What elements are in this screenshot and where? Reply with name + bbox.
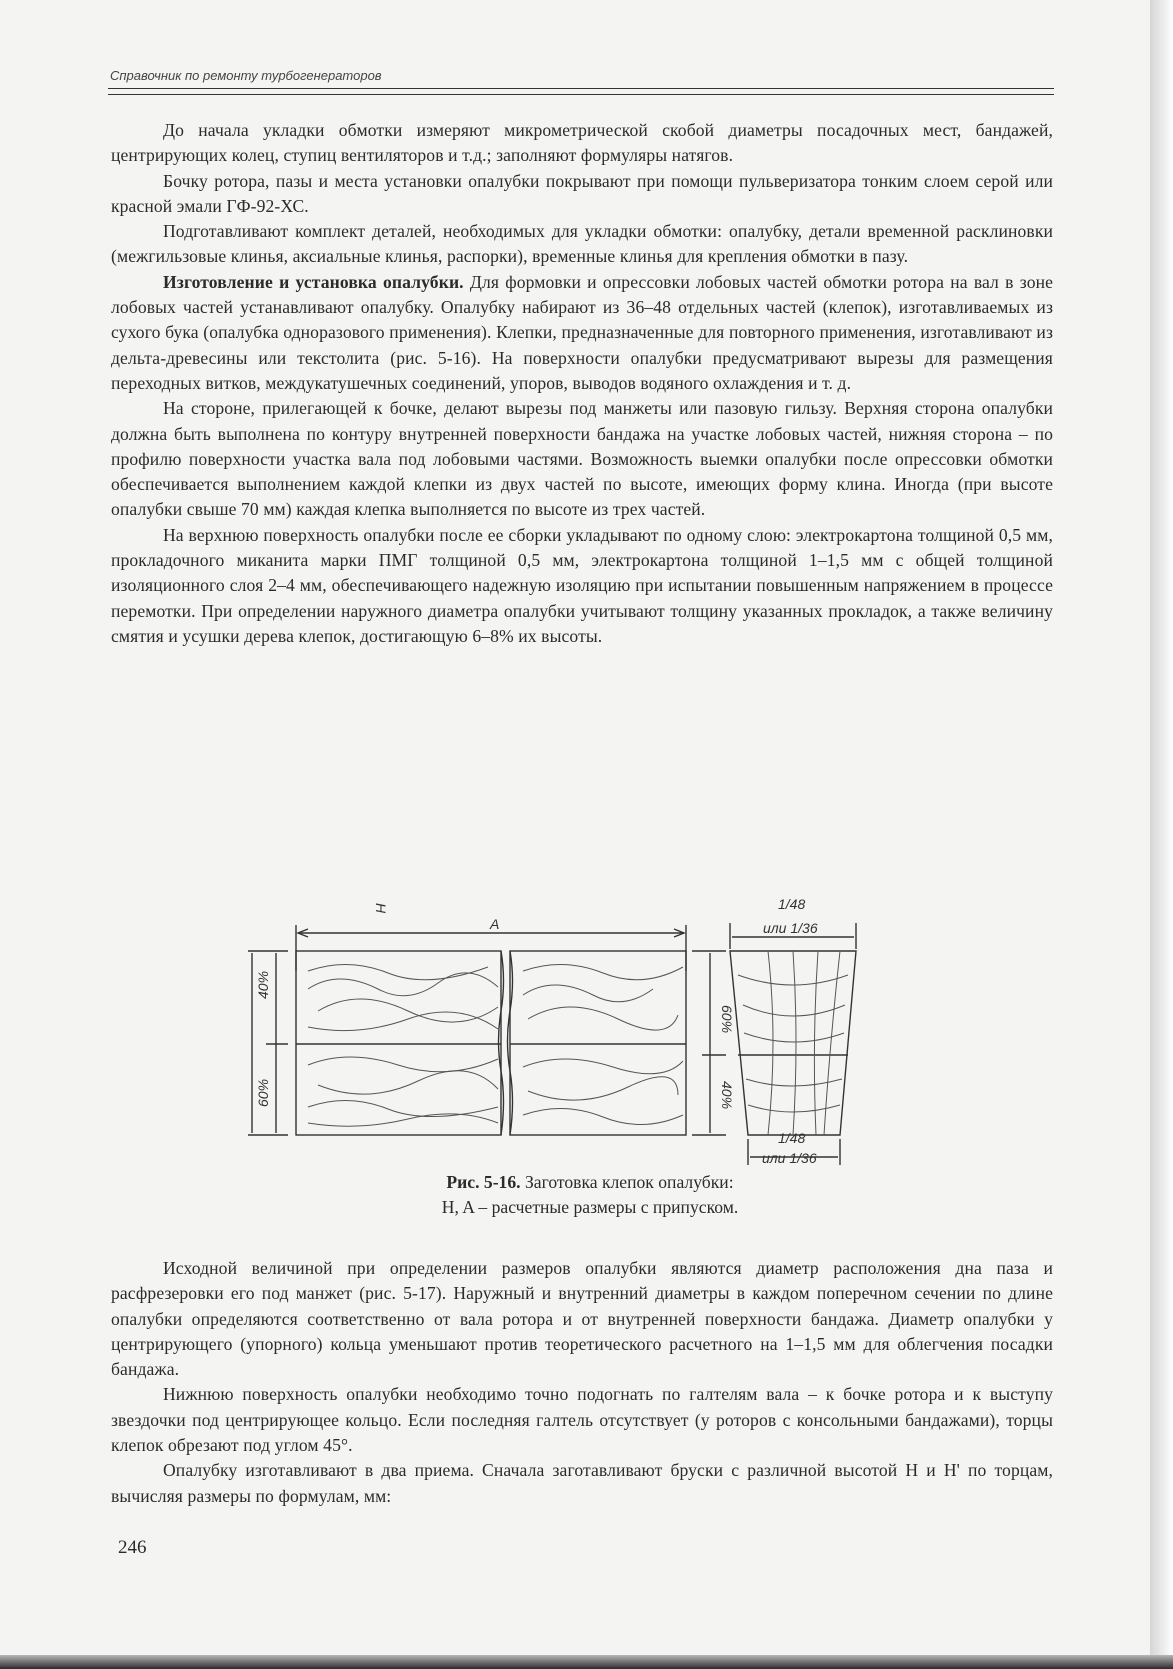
paragraph: Бочку ротора, пазы и места установки опалубки покрывают при помощи пульверизатора тонким слоем серой или красной эмали ГФ-92-ХС. — [111, 170, 1053, 216]
caption-label: Рис. 5-16. — [446, 1172, 521, 1192]
paragraph: Подготавливают комплект деталей, необходимых для укладки обмотки: опалубку, детали временной расклиновки (межгильзовые клинья, аксиальные клинья, распорки), временные клинья для крепления обмотки в пазу. — [111, 221, 1053, 267]
label-top-fraction-1: 1/48 — [778, 896, 806, 912]
paragraph: Нижнюю поверхность опалубки необходимо точно подогнать по галтелям вала – к бочке ротора и к выступу звездочки под центрирующее кольцо. Если последняя галтель отсутствует (у роторов с консольными бандажами), торцы клепок обрезают под углом 45°. — [111, 1384, 1053, 1456]
section-heading: Изготовление и установка опалубки. — [163, 271, 464, 292]
label-40-left: 40% — [255, 970, 271, 999]
paragraph: На стороне, прилегающей к бочке, делают вырезы под манжеты или пазовую гильзу. Верхняя сторона опалубки должна быть выполнена по контуру внутренней поверхности бандажа на участке лобовых частей, нижняя сторона – по профилю поверхности участка вала под лобовыми частями. Возможность выемки опалубки после опрессовки обмотки обеспечивается выполнением каждой клепки из двух частей по высоте, имеющих форму клина. Иногда (при высоте опалубки свыше 70 мм) каждая клепка выполняется по высоте из трех частей. — [111, 398, 1053, 520]
label-bottom-fraction-2: или 1/36 — [762, 1150, 817, 1166]
paragraph: На верхнюю поверхность опалубки после ее сборки укладывают по одному слою: электрокартона толщиной 0,5 мм, прокладочного миканита марки ПМГ толщиной 0,5 мм, электрокартона толщиной 1–1,5 мм с общей толщиной изоляционного слоя 2–4 мм, обеспечивающего надежную изоляцию при испытании повышенным напряжением в процессе перемотки. При определении наружного диаметра опалубки учитывают толщину указанных прокладок, а также величину смятия и усушки дерева клепок, достигающую 6–8% их высоты. — [111, 524, 1053, 646]
figure-caption — [300, 1170, 880, 1220]
text-block-bottom — [111, 1256, 1053, 1509]
label-h: H — [373, 903, 389, 914]
label-60-left: 60% — [255, 1078, 271, 1107]
running-header: Справочник по ремонту турбогенераторов — [110, 68, 382, 83]
caption-line2: H, A – расчетные размеры с припуском. — [441, 1197, 739, 1217]
paragraph: Изготовление и установка опалубки. Для формовки и опрессовки лобовых частей обмотки ротора на вал в зоне лобовых частей устанавливают опалубку. Опалубку набирают из 36–48 отдельных частей (клепок), изготавливаемых из сухого бука (опалубка одноразового применения). Клепки, предназначенные для повторного применения, изготавливают из дельта-древесины или текстолита (рис. 5-16). На поверхности опалубки предусматривают вырезы для размещения переходных витков, междукатушечных соединений, упоров, выводов водяного охлаждения и т. д. — [111, 271, 1054, 393]
label-60-right: 60% — [719, 1005, 735, 1034]
paragraph: Исходной величиной при определении размеров опалубки являются диаметр расположения дна паза и расфрезеровки его под манжет (рис. 5-17). Наружный и внутренний диаметры в каждом поперечном сечении по длине опалубки определяются соответственно от вала ротора и от внутренней поверхности бандажа. Диаметр опалубки у центрирующего (упорного) кольца уменьшают против теоретического расчетного на 1–1,5 мм для облегчения посадки бандажа. — [111, 1258, 1053, 1380]
page-number: 246 — [118, 1537, 147, 1558]
label-bottom-fraction-1: 1/48 — [778, 1130, 806, 1146]
text-block-top — [111, 118, 1053, 649]
paragraph: До начала укладки обмотки измеряют микрометрической скобой диаметры посадочных мест, бандажей, центрирующих колец, ступиц вентиляторов и т.д.; заполняют формуляры натягов. — [111, 120, 1053, 166]
label-a: A — [490, 916, 500, 932]
caption-title: Заготовка клепок опалубки: — [520, 1172, 734, 1192]
paragraph: Опалубку изготавливают в два приема. Сначала заготавливают бруски с различной высотой H и H' по торцам, вычисляя размеры по формулам, мм: — [111, 1460, 1053, 1506]
label-top-fraction-2: или 1/36 — [763, 920, 818, 936]
header-rule — [108, 88, 1054, 95]
scan-bottom-edge — [0, 1655, 1173, 1669]
figure-5-16 — [248, 896, 910, 1166]
label-40-right: 40% — [719, 1081, 735, 1110]
page-spine — [1150, 0, 1173, 1669]
